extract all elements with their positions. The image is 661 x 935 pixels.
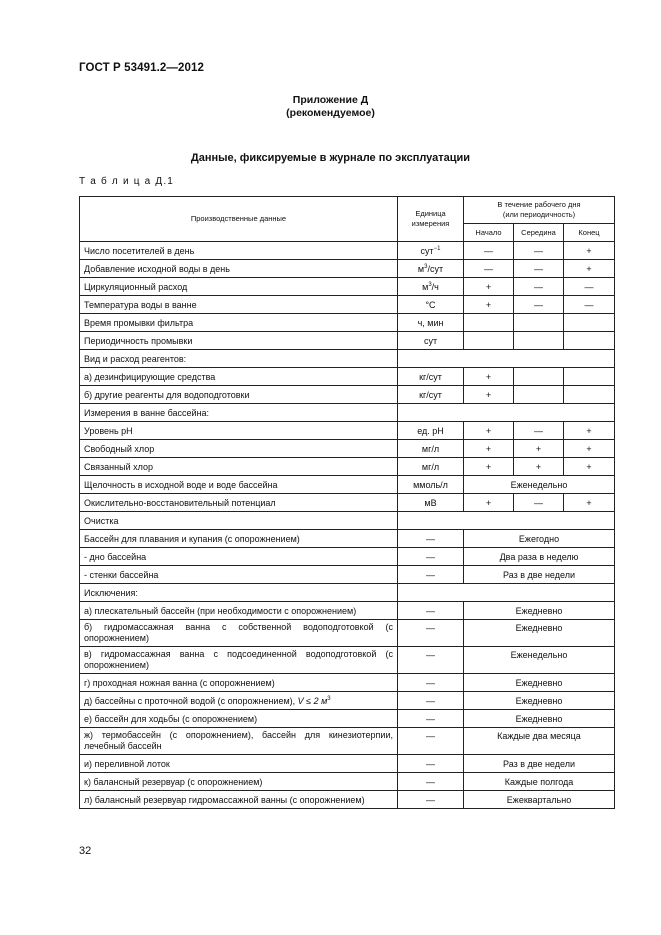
row-unit	[398, 296, 464, 314]
row-label	[80, 692, 398, 710]
row-unit	[398, 674, 464, 692]
row-unit	[398, 278, 464, 296]
row-middle: —	[514, 260, 564, 278]
row-label	[80, 296, 398, 314]
row-unit-text: м	[417, 263, 425, 274]
row-unit	[398, 458, 464, 476]
row-label-text: л) балансный резервуар гидромассажной ванны (с опорожнением)	[84, 794, 365, 805]
row-label-text: ж) термобассейн (с опорожнением), бассейн для кинезиотерпии, лечебный бассейн	[84, 730, 393, 751]
row-label	[80, 773, 398, 791]
table-row	[80, 791, 615, 809]
row-frequency: Ежедневно	[464, 692, 615, 710]
row-unit-text: ед. рН	[417, 425, 444, 436]
row-unit-text: —	[426, 776, 435, 787]
row-unit-text: —	[426, 677, 435, 688]
row-frequency: Ежедневно	[464, 602, 615, 620]
row-start: +	[464, 386, 514, 404]
row-middle: —	[514, 494, 564, 512]
row-middle	[514, 386, 564, 404]
row-end: +	[564, 440, 615, 458]
header-unit	[398, 197, 464, 242]
document-title: Данные, фиксируемые в журнале по эксплуатации	[190, 152, 471, 164]
row-label	[80, 386, 398, 404]
row-end	[564, 332, 615, 350]
row-label-text: - дно бассейна	[84, 551, 147, 562]
table-row	[80, 620, 615, 647]
table-row	[80, 314, 615, 332]
table-row	[80, 566, 615, 584]
row-end	[564, 386, 615, 404]
row-start: +	[464, 278, 514, 296]
row-frequency: Раз в две недели	[464, 566, 615, 584]
row-unit	[398, 620, 464, 647]
table-body	[80, 242, 615, 809]
row-middle: +	[514, 440, 564, 458]
row-end: —	[564, 278, 615, 296]
row-unit	[398, 530, 464, 548]
table-row	[80, 368, 615, 386]
row-unit	[398, 566, 464, 584]
row-frequency: Два раза в неделю	[464, 548, 615, 566]
row-unit	[398, 494, 464, 512]
table-row	[80, 422, 615, 440]
row-start: +	[464, 494, 514, 512]
row-start: +	[464, 422, 514, 440]
row-unit-text: —	[426, 794, 435, 805]
table-row	[80, 602, 615, 620]
row-unit-text: кг/сут	[419, 389, 442, 400]
row-start: +	[464, 368, 514, 386]
annex-title: Приложение Д	[292, 94, 369, 106]
row-label-text: Окислительно-восстановительный потенциал	[84, 497, 276, 508]
row-label	[80, 422, 398, 440]
row-unit-text: —	[426, 695, 435, 706]
row-middle: —	[514, 296, 564, 314]
row-label-text: г) проходная ножная ванна (с опорожнением)	[84, 677, 275, 688]
table-row	[80, 404, 615, 422]
row-label	[80, 278, 398, 296]
row-end: +	[564, 260, 615, 278]
row-middle: —	[514, 422, 564, 440]
header-end: Конец	[564, 224, 615, 242]
row-unit	[398, 602, 464, 620]
table-row	[80, 773, 615, 791]
table-row	[80, 728, 615, 755]
table-row	[80, 647, 615, 674]
row-frequency: Ежедневно	[464, 674, 615, 692]
row-label-text: Периодичность промывки	[84, 335, 193, 346]
row-unit-suffix: /ч	[431, 281, 439, 292]
row-middle: +	[514, 458, 564, 476]
row-unit	[398, 386, 464, 404]
row-middle	[514, 368, 564, 386]
row-label	[80, 548, 398, 566]
row-label	[80, 647, 398, 674]
row-frequency: Каждые полгода	[464, 773, 615, 791]
row-end: +	[564, 242, 615, 260]
row-label-variable: V ≤ 2 м	[297, 695, 328, 706]
row-label	[80, 332, 398, 350]
row-unit-text: ммоль/л	[413, 479, 448, 490]
row-unit	[398, 755, 464, 773]
row-label	[80, 584, 398, 602]
row-unit-text: ч, мин	[417, 317, 444, 328]
row-label-text: Добавление исходной воды в день	[84, 263, 230, 274]
row-middle: —	[514, 242, 564, 260]
row-frequency: Раз в две недели	[464, 755, 615, 773]
row-frequency: Еженедельно	[464, 476, 615, 494]
row-start: +	[464, 440, 514, 458]
row-end	[564, 368, 615, 386]
row-label	[80, 350, 398, 368]
row-unit	[398, 314, 464, 332]
row-unit	[398, 728, 464, 755]
row-empty-span	[398, 584, 615, 602]
table-row	[80, 278, 615, 296]
table-header	[80, 197, 615, 242]
row-label-text: Температура воды в ванне	[84, 299, 197, 310]
row-label-text: Уровень рН	[84, 425, 133, 436]
row-label-text: а) дезинфицирующие средства	[84, 371, 216, 382]
row-end: +	[564, 458, 615, 476]
row-frequency: Каждые два месяца	[464, 728, 615, 755]
row-unit	[398, 242, 464, 260]
row-label	[80, 728, 398, 755]
header-period-line2: (или периодичность)	[502, 210, 576, 219]
row-label-text: Время промывки фильтра	[84, 317, 194, 328]
row-start: +	[464, 458, 514, 476]
row-label-text: Число посетителей в день	[84, 245, 195, 256]
row-label-sup: 3	[327, 695, 331, 702]
header-period	[464, 197, 615, 224]
row-label	[80, 476, 398, 494]
row-label-text: е) бассейн для ходьбы (с опорожнением)	[84, 713, 258, 724]
row-label-text: Циркуляционный расход	[84, 281, 188, 292]
row-label-text: - стенки бассейна	[84, 569, 159, 580]
row-start: —	[464, 242, 514, 260]
row-label-text: Измерения в ванне бассейна:	[84, 407, 210, 418]
row-label	[80, 260, 398, 278]
row-frequency: Еженедельно	[464, 647, 615, 674]
row-unit-text: °С	[425, 299, 436, 310]
row-label-text: а) плескательный бассейн (при необходимости с опорожнением)	[84, 605, 357, 616]
row-label	[80, 314, 398, 332]
row-label	[80, 458, 398, 476]
row-unit	[398, 332, 464, 350]
row-label-text: Вид и расход реагентов:	[84, 353, 187, 364]
row-end	[564, 314, 615, 332]
table-row	[80, 350, 615, 368]
standard-number: ГОСТ Р 53491.2—2012	[79, 62, 204, 74]
row-unit-text: мг/л	[421, 461, 440, 472]
row-start	[464, 314, 514, 332]
row-label	[80, 512, 398, 530]
row-label	[80, 566, 398, 584]
header-period-line1: В течение рабочего дня	[497, 200, 581, 209]
row-unit-text: мг/л	[421, 443, 440, 454]
row-label-text: б) гидромассажная ванна с собственной водоподготовкой (с опорожнением)	[84, 622, 393, 643]
table-row	[80, 296, 615, 314]
header-unit-line2: измерения	[411, 219, 450, 228]
row-label	[80, 368, 398, 386]
table-label: Т а б л и ц а Д.1	[79, 176, 175, 187]
row-middle	[514, 332, 564, 350]
table-row	[80, 710, 615, 728]
table-row	[80, 512, 615, 530]
table-row	[80, 458, 615, 476]
table-row	[80, 242, 615, 260]
row-label	[80, 530, 398, 548]
table-row	[80, 548, 615, 566]
row-unit	[398, 692, 464, 710]
row-unit-text: сут	[420, 245, 434, 256]
header-unit-line1: Единица	[415, 209, 446, 218]
row-unit-text: м	[422, 281, 429, 292]
table-row	[80, 692, 615, 710]
row-unit-text: —	[426, 569, 435, 580]
row-end: +	[564, 422, 615, 440]
row-unit	[398, 710, 464, 728]
row-label-text: д) бассейны с проточной водой (с опорожнением),	[84, 695, 298, 706]
row-unit-text: —	[426, 533, 435, 544]
row-label-text: Щелочность в исходной воде и воде бассейна	[84, 479, 278, 490]
row-label	[80, 602, 398, 620]
row-unit-text: —	[426, 605, 435, 616]
row-unit-text: —	[426, 551, 435, 562]
journal-table	[79, 196, 615, 809]
row-unit	[398, 647, 464, 674]
table-row	[80, 584, 615, 602]
row-unit-text: сут	[423, 335, 438, 346]
annex-heading	[0, 94, 661, 120]
row-label-text: Очистка	[84, 515, 119, 526]
row-label	[80, 674, 398, 692]
row-frequency: Ежегодно	[464, 530, 615, 548]
row-unit-text: мВ	[424, 497, 437, 508]
header-middle: Середина	[514, 224, 564, 242]
row-empty-span	[398, 512, 615, 530]
table-row	[80, 332, 615, 350]
row-label-text: Бассейн для плавания и купания (с опорожнением)	[84, 533, 300, 544]
annex-status: (рекомендуемое)	[286, 107, 375, 119]
row-end: —	[564, 296, 615, 314]
row-unit-sup: 3	[428, 281, 432, 288]
page-number: 32	[79, 845, 92, 857]
row-label	[80, 755, 398, 773]
row-unit	[398, 440, 464, 458]
row-unit-text: —	[426, 713, 435, 724]
table-row	[80, 386, 615, 404]
row-unit	[398, 476, 464, 494]
table-row	[80, 440, 615, 458]
row-frequency: Ежедневно	[464, 710, 615, 728]
row-start	[464, 332, 514, 350]
row-middle	[514, 314, 564, 332]
row-unit	[398, 260, 464, 278]
row-label	[80, 791, 398, 809]
row-label-text: и) переливной лоток	[84, 758, 170, 769]
row-unit	[398, 791, 464, 809]
row-empty-span	[398, 350, 615, 368]
row-unit	[398, 773, 464, 791]
row-empty-span	[398, 404, 615, 422]
row-unit	[398, 422, 464, 440]
table-row	[80, 494, 615, 512]
table-row	[80, 674, 615, 692]
table-row	[80, 530, 615, 548]
row-label	[80, 440, 398, 458]
row-unit-sup: 3	[424, 263, 428, 270]
row-middle: —	[514, 278, 564, 296]
row-label-text: Исключения:	[84, 587, 138, 598]
row-unit-text: —	[426, 623, 435, 633]
row-end: +	[564, 494, 615, 512]
table-row	[80, 260, 615, 278]
row-label-text: б) другие реагенты для водоподготовки	[84, 389, 250, 400]
row-start: +	[464, 296, 514, 314]
row-unit	[398, 548, 464, 566]
row-frequency: Ежеквартально	[464, 791, 615, 809]
row-label	[80, 242, 398, 260]
row-label	[80, 620, 398, 647]
row-label-text: в) гидромассажная ванна с подсоединенной водоподготовкой (с опорожнением)	[84, 649, 393, 670]
row-label	[80, 494, 398, 512]
row-start: —	[464, 260, 514, 278]
row-label-text: к) балансный резервуар (с опорожнением)	[84, 776, 263, 787]
row-label	[80, 404, 398, 422]
row-label	[80, 710, 398, 728]
row-unit-text: кг/сут	[419, 371, 442, 382]
table-row	[80, 755, 615, 773]
row-label-text: Связанный хлор	[84, 461, 153, 472]
row-unit	[398, 368, 464, 386]
row-unit-text: —	[426, 650, 435, 660]
row-label-text: Свободный хлор	[84, 443, 155, 454]
table-row	[80, 476, 615, 494]
header-data: Производственные данные	[80, 197, 398, 242]
row-unit-text: —	[426, 758, 435, 769]
row-unit-suffix: /сут	[427, 263, 444, 274]
header-start: Начало	[464, 224, 514, 242]
row-unit-sup: −1	[433, 245, 441, 252]
row-unit-text: —	[426, 731, 435, 741]
row-frequency: Ежедневно	[464, 620, 615, 647]
